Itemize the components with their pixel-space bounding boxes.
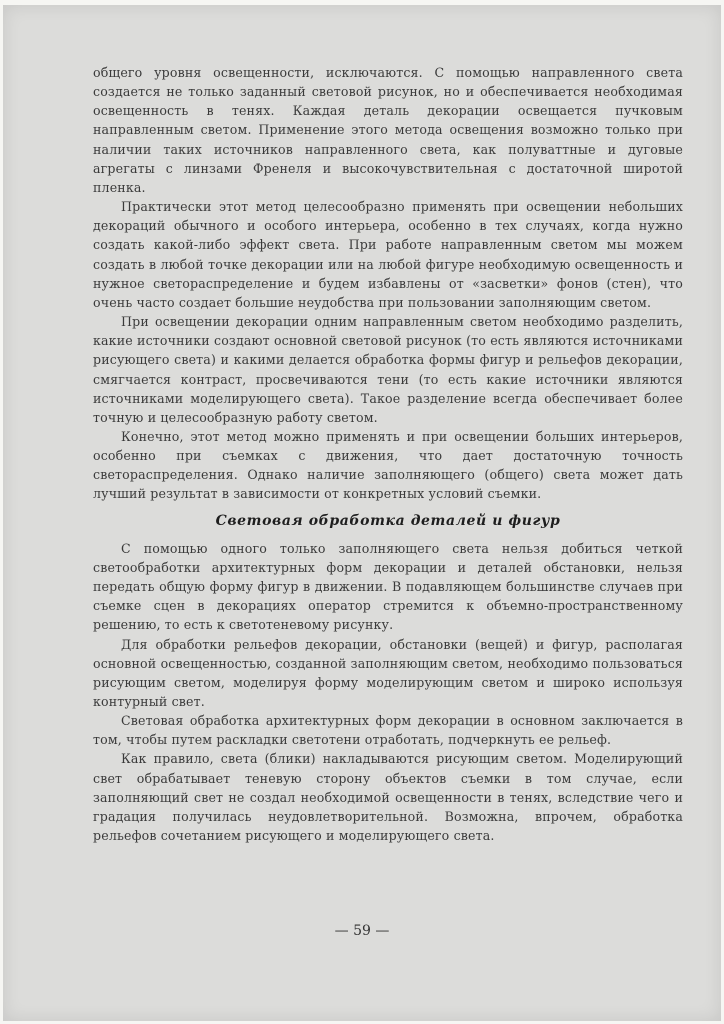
section-heading: Световая обработка деталей и фигур (215, 512, 561, 529)
paragraph: Практически этот метод целесообразно применять при освещении небольших декораций обычного и особого интерьера, особенно в тех случаях, когда нужно создать какой-либо эффект света. При работе направленным светом мы можем создать в любой точке декорации или на любой фигуре необходимую освещенность и нужное светораспределение и будем избавлены от «засветки» фонов (стен), что очень часто создает большие неудобства при пользовании заполняющим светом. (93, 199, 683, 310)
book-page (3, 5, 721, 1021)
paragraph: Световая обработка архитектурных форм декорации в основном заключается в том, чтобы путем раскладки светотени отработать, подчеркнуть ее рельеф. (93, 713, 683, 748)
paragraph: Как правило, света (блики) накладываются рисующим светом. Моделирующий свет обрабатывает теневую сторону объектов съемки в том случае, если заполняющий свет не создал необходимой освещенности в тенях, вследствие чего и градация получилась неудовлетворительной. Возможна, впрочем, обработка рельефов сочетанием рисующего и моделирующего света. (93, 751, 683, 844)
page-number: — 59 — (334, 923, 390, 939)
paragraph: Конечно, этот метод можно применять и при освещении больших интерьеров, особенно при съемках с движения, что дает достаточную точность светораспределения. Однако наличие заполняющего (общего) света может дать лучший результат в зависимости от конкретных условий съемки. (93, 428, 683, 502)
paragraph: С помощью одного только заполняющего света нельзя добиться четкой светообработки архитектурных форм декорации и деталей обстановки, нельзя передать общую форму фигур в движении. В подавляющем большинстве случаев при съемке сцен в декорациях оператор стремится к объемно-пространственному решению, то есть к светотеневому рисунку. (93, 540, 683, 633)
paragraph: При освещении декорации одним направленным светом необходимо разделить, какие источники создают основной световой рисунок (то есть являются источниками рисующего света) и какими делается обработка формы фигур и рельефов декорации, смягчается контраст, просвечиваются тени (то есть какие источники являются источниками моделирующего света). Такое разделение всегда обеспечивает более точную и целесообразную работу светом. (93, 314, 683, 425)
paragraph: Для обработки рельефов декорации, обстановки (вещей) и фигур, располагая основной освещенностью, созданной заполняющим светом, необходимо пользоваться рисующим светом, моделируя форму моделирующим светом и широко используя контурный свет. (93, 636, 683, 709)
paragraph: общего уровня освещенности, исключаются. С помощью направленного света создается не только заданный световой рисунок, но и обеспечивается необходимая освещенность в тенях. Каждая деталь декорации освещается пучковым направленным светом. Применение этого метода освещения возможно только при наличии таких источников направленного света, как полуваттные и дуговые агрегаты с линзами Френеля и высокочувствительная с достаточной широтой пленка. (93, 65, 683, 195)
page-body (93, 63, 683, 845)
